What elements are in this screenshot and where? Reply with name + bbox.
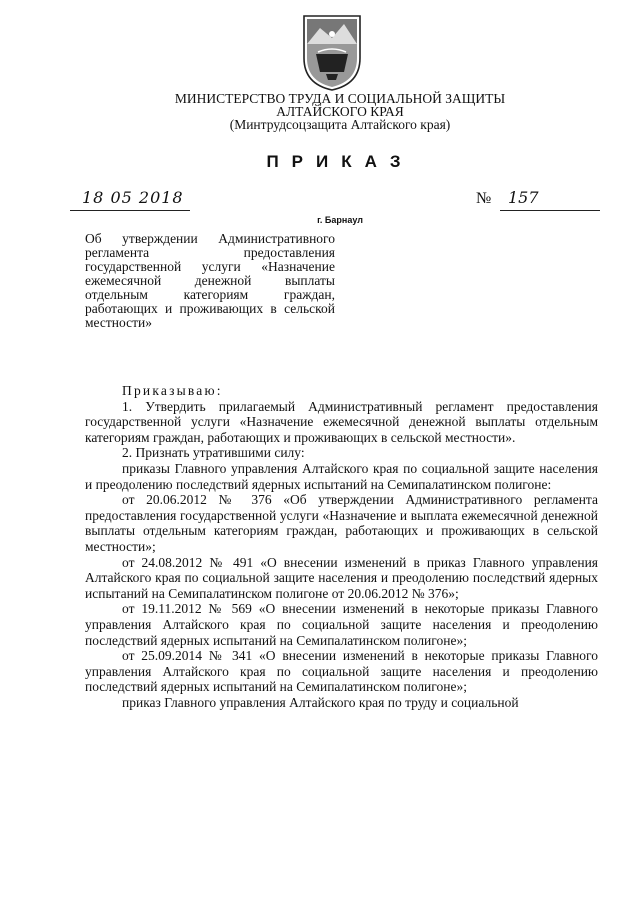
city: г. Барнаул xyxy=(317,215,363,225)
order-word-text: Приказываю: xyxy=(122,383,223,398)
body-paragraph: приказ Главного управления Алтайского края по труду и социальной xyxy=(122,694,519,710)
body-paragraph: от 25.09.2014 № 341 «О внесении изменений в некоторые приказы Главного управления Алтайского края по социальной защите населения и преодолению последствий ядерных испытаний на Семипалатинском полигоне»; xyxy=(85,648,598,695)
order-word xyxy=(85,383,598,399)
body-paragraph: 2. Признать утратившими силу: xyxy=(122,445,305,461)
body-paragraph: от 20.06.2012 № 376 «Об утверждении Административного регламента предоставления государственной услуги «Назначение и выплата ежемесячной денежной выплаты отдельным категориям граждан, работающих и проживающих в сельской местности»; xyxy=(85,492,598,554)
body-paragraph: 1. Утвердить прилагаемый Административный регламент предоставления государственной услуги «Назначение ежемесячной денежной выплаты отдельным категориям граждан, работающих и проживающих в сельской местности». xyxy=(85,398,598,445)
coat-of-arms-icon xyxy=(300,14,364,92)
ministry-line: (Минтрудсоцзащита Алтайского края) xyxy=(229,117,451,132)
date-value: 18 05 2018 xyxy=(82,188,184,207)
body-paragraph: приказы Главного управления Алтайского края по социальной защите населения и преодолению последствий ядерных испытаний на Семипалатинском полигоне: xyxy=(85,460,598,492)
document-type: ПРИКАЗ xyxy=(266,152,414,171)
ministry-name xyxy=(140,92,540,131)
number-value: 157 xyxy=(508,188,539,207)
number-label: № xyxy=(476,190,492,207)
document-subject: Об утверждении Административного регламента предоставления государственной услуги «Назначение ежемесячной денежной выплаты отдельным категориям граждан, работающих и проживающих в сельской местности» xyxy=(85,231,335,330)
ministry-line: МИНИСТЕРСТВО ТРУДА И СОЦИАЛЬНОЙ ЗАЩИТЫ xyxy=(174,91,506,106)
body-paragraph: от 19.11.2012 № 569 «О внесении изменений в некоторые приказы Главного управления Алтайского края по социальной защите населения и преодолению последствий ядерных испытаний на Семипалатинском полигоне»; xyxy=(85,601,598,648)
number-field xyxy=(500,190,600,211)
date-field xyxy=(70,190,190,211)
document-body xyxy=(85,383,598,710)
body-paragraph: от 24.08.2012 № 491 «О внесении изменений в приказ Главного управления Алтайского края по социальной защите населения и преодолению последствий ядерных испытаний на Семипалатинском полигоне от 20.06.2012 № 376»; xyxy=(85,554,598,601)
ministry-line: АЛТАЙСКОГО КРАЯ xyxy=(276,104,404,119)
